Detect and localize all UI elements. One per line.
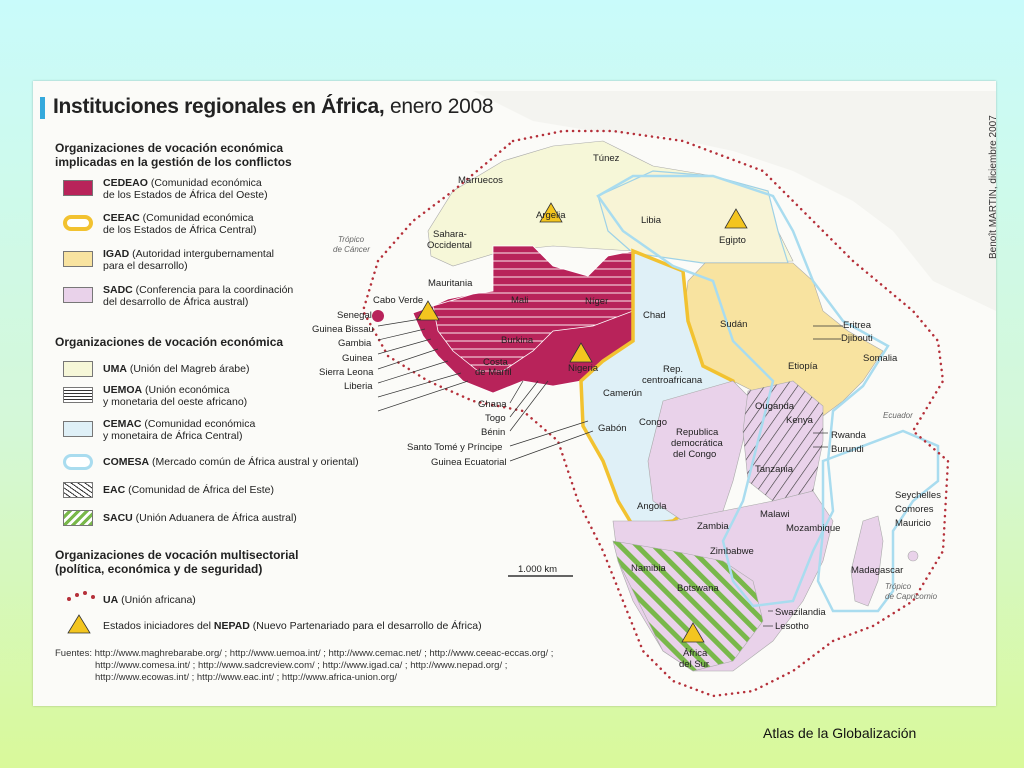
label-congo: Congo [639,417,667,428]
legend-cedeao-text: CEDEAO (Comunidad económica de los Estados de África del Oeste) [103,177,268,201]
label-rdc-3: del Congo [673,449,717,460]
label-mali: Mali [511,295,529,306]
swatch-igad [63,251,93,267]
legend-igad [63,248,363,272]
label-rca-2: centroafricana [642,375,703,386]
legend-sacu-text: SACU (Unión Aduanera de África austral) [103,512,297,524]
swatch-uma [63,361,93,377]
label-eritrea: Eritrea [843,320,871,331]
legend-nepad-text: Estados iniciadores del NEPAD (Nuevo Partenariado para el desarrollo de África) [103,620,482,632]
label-guinea: Guinea [342,353,373,364]
legend-ua [63,587,363,611]
label-mauritania: Mauritania [428,278,473,289]
label-benin: Bénin [481,427,506,438]
source-line-2: http://www.comesa.int/ ; http://www.sadcreview.com/ ; http://www.igad.ca/ ; http://www.nepad.org/ ; [95,660,508,671]
section-conflict-line2: implicadas en la gestión de los conflictos [55,155,292,169]
label-senegal: Senegal [337,310,372,321]
label-mozambique: Mozambique [786,523,841,534]
swatch-sadc [63,287,93,303]
legend-sadc-text: SADC (Conferencia para la coordinación del desarrollo de África austral) [103,284,294,308]
cabo-verde-dot [372,310,384,322]
map-title [53,95,493,119]
credit: Benoît MARTIN, diciembre 2007 [988,115,999,259]
sources [55,648,553,684]
label-ghana: Ghana [478,399,507,410]
legend-cemac [63,418,363,442]
label-costa-2: de Marfil [475,367,512,378]
tropico-cancer-label-1: Trópico [338,235,365,244]
label-gabon: Gabón [598,423,627,434]
label-costa-1: Costa [483,357,508,368]
label-somalia: Somalia [863,353,898,364]
title-accent [40,97,45,119]
section-economic: Organizaciones de vocación económica [55,335,284,349]
source-line-3: http://www.ecowas.int/ ; http://www.eac.int/ ; http://www.africa-union.org/ [95,672,398,683]
label-gambia: Gambia [338,338,372,349]
label-santo-tome: Santo Tomé y Príncipe [407,442,503,453]
label-etiopia: Etiopía [788,361,818,372]
label-camerun: Camerún [603,388,643,399]
label-argelia: Argelia [536,210,566,221]
legend-eac-text: EAC (Comunidad de África del Este) [103,484,274,496]
scale-label: 1.000 km [518,564,558,575]
section-multisector-line2: (política, económica y de seguridad) [55,562,263,576]
legend-uemoa [63,384,363,408]
swatch-ceeac [63,215,93,231]
tropico-capricornio-label-1: Trópico [885,582,912,591]
tropico-capricornio-label-2: de Capricornio [885,592,938,601]
label-sudan: Sudán [720,319,748,330]
label-ouganda: Ouganda [755,401,795,412]
label-marruecos: Marruecos [458,175,503,186]
legend-comesa [63,451,363,475]
label-burkina: Burkina [501,335,534,346]
map-card [33,81,999,706]
label-zambia: Zambia [697,521,729,532]
label-tunez: Túnez [593,153,620,164]
tropico-cancer-label-2: de Cáncer [333,245,370,254]
legend-sacu [63,507,363,531]
label-djibouti: Djibouti [841,333,873,344]
label-swazilandia: Swazilandia [775,607,826,618]
label-niger: Níger [585,296,609,307]
label-sahara-1: Sahara- [433,229,467,240]
section-conflict-line1: Organizaciones de vocación económica [55,141,284,155]
swatch-sacu [63,510,93,526]
label-nigeria: Nigeria [568,363,599,374]
label-tanzania: Tanzania [755,464,794,475]
label-chad: Chad [643,310,666,321]
mauricio-dot [908,551,918,561]
label-botswana: Botswana [677,583,719,594]
legend-eac [63,479,363,503]
label-sierra-leona: Sierra Leona [319,367,374,378]
legend-ceeac [63,212,363,236]
madagascar-shape [851,516,883,606]
label-mauricio: Mauricio [895,518,931,529]
section-multisector-line1: Organizaciones de vocación multisectorial [55,548,299,562]
legend-ceeac-text: CEEAC (Comunidad económica de los Estados de África Central) [103,212,257,236]
swatch-cedeao [63,180,93,196]
label-sudafrica-1: África [683,648,708,659]
legend-comesa-text: COMESA (Mercado común de África austral y oriental) [103,456,359,468]
footer-credit: Atlas de la Globalización [763,725,917,741]
legend-uma-text: UMA (Unión del Magreb árabe) [103,363,250,375]
label-seychelles: Seychelles [895,490,941,501]
label-guinea-ecuatorial: Guinea Ecuatorial [431,457,507,468]
label-angola: Angola [637,501,667,512]
label-burundi: Burundi [831,444,864,455]
title-bold: Instituciones regionales en África, [53,95,385,118]
label-sahara-2: Occidental [427,240,472,251]
label-guinea-bissau: Guinea Bissau [312,324,374,335]
swatch-cemac [63,421,93,437]
label-madagascar: Madagascar [851,565,904,576]
label-egipto: Egipto [719,235,746,246]
label-malawi: Malawi [760,509,790,520]
label-comores: Comores [895,504,934,515]
legend-igad-text: IGAD (Autoridad intergubernamental para el desarrollo) [103,248,275,272]
label-rca-1: Rep. [663,364,684,375]
region-eac-hatch [743,381,823,501]
section-conflict [55,141,292,169]
legend-uma [63,358,363,382]
ecuador-label: Ecuador [883,411,913,420]
legend-ua-text: UA (Unión africana) [103,594,196,606]
legend-sadc [63,284,363,308]
label-rdc-2: democrática [671,438,723,449]
swatch-uemoa [63,387,93,403]
legend-cemac-text: CEMAC (Comunidad económica y monetaira de África Central) [103,418,256,442]
section-multisector [55,548,298,576]
label-libia: Libia [641,215,662,226]
swatch-eac [63,482,93,498]
legend-nepad [63,615,482,639]
legend-cedeao [63,177,363,201]
label-rwanda: Rwanda [831,430,866,441]
label-rdc-1: Republica [676,427,719,438]
label-zimbabwe: Zimbabwe [710,546,754,557]
title-normal: enero 2008 [384,95,494,118]
source-line-1: Fuentes: http://www.maghrebarabe.org/ ; http://www.uemoa.int/ ; http://www.cemac.net/ ; http://www.ceeac-eccas.org/ ; [55,648,554,659]
label-togo: Togo [485,413,506,424]
label-cabo-verde: Cabo Verde [373,295,424,306]
label-kenya: Kenya [786,415,813,426]
label-liberia: Liberia [344,381,373,392]
swatch-comesa [63,454,93,470]
label-lesotho: Lesotho [775,621,809,632]
label-sudafrica-2: del Sur [679,659,710,670]
label-namibia: Namibia [631,563,666,574]
legend-uemoa-text: UEMOA (Unión económica y monetaria del oeste africano) [103,384,248,408]
